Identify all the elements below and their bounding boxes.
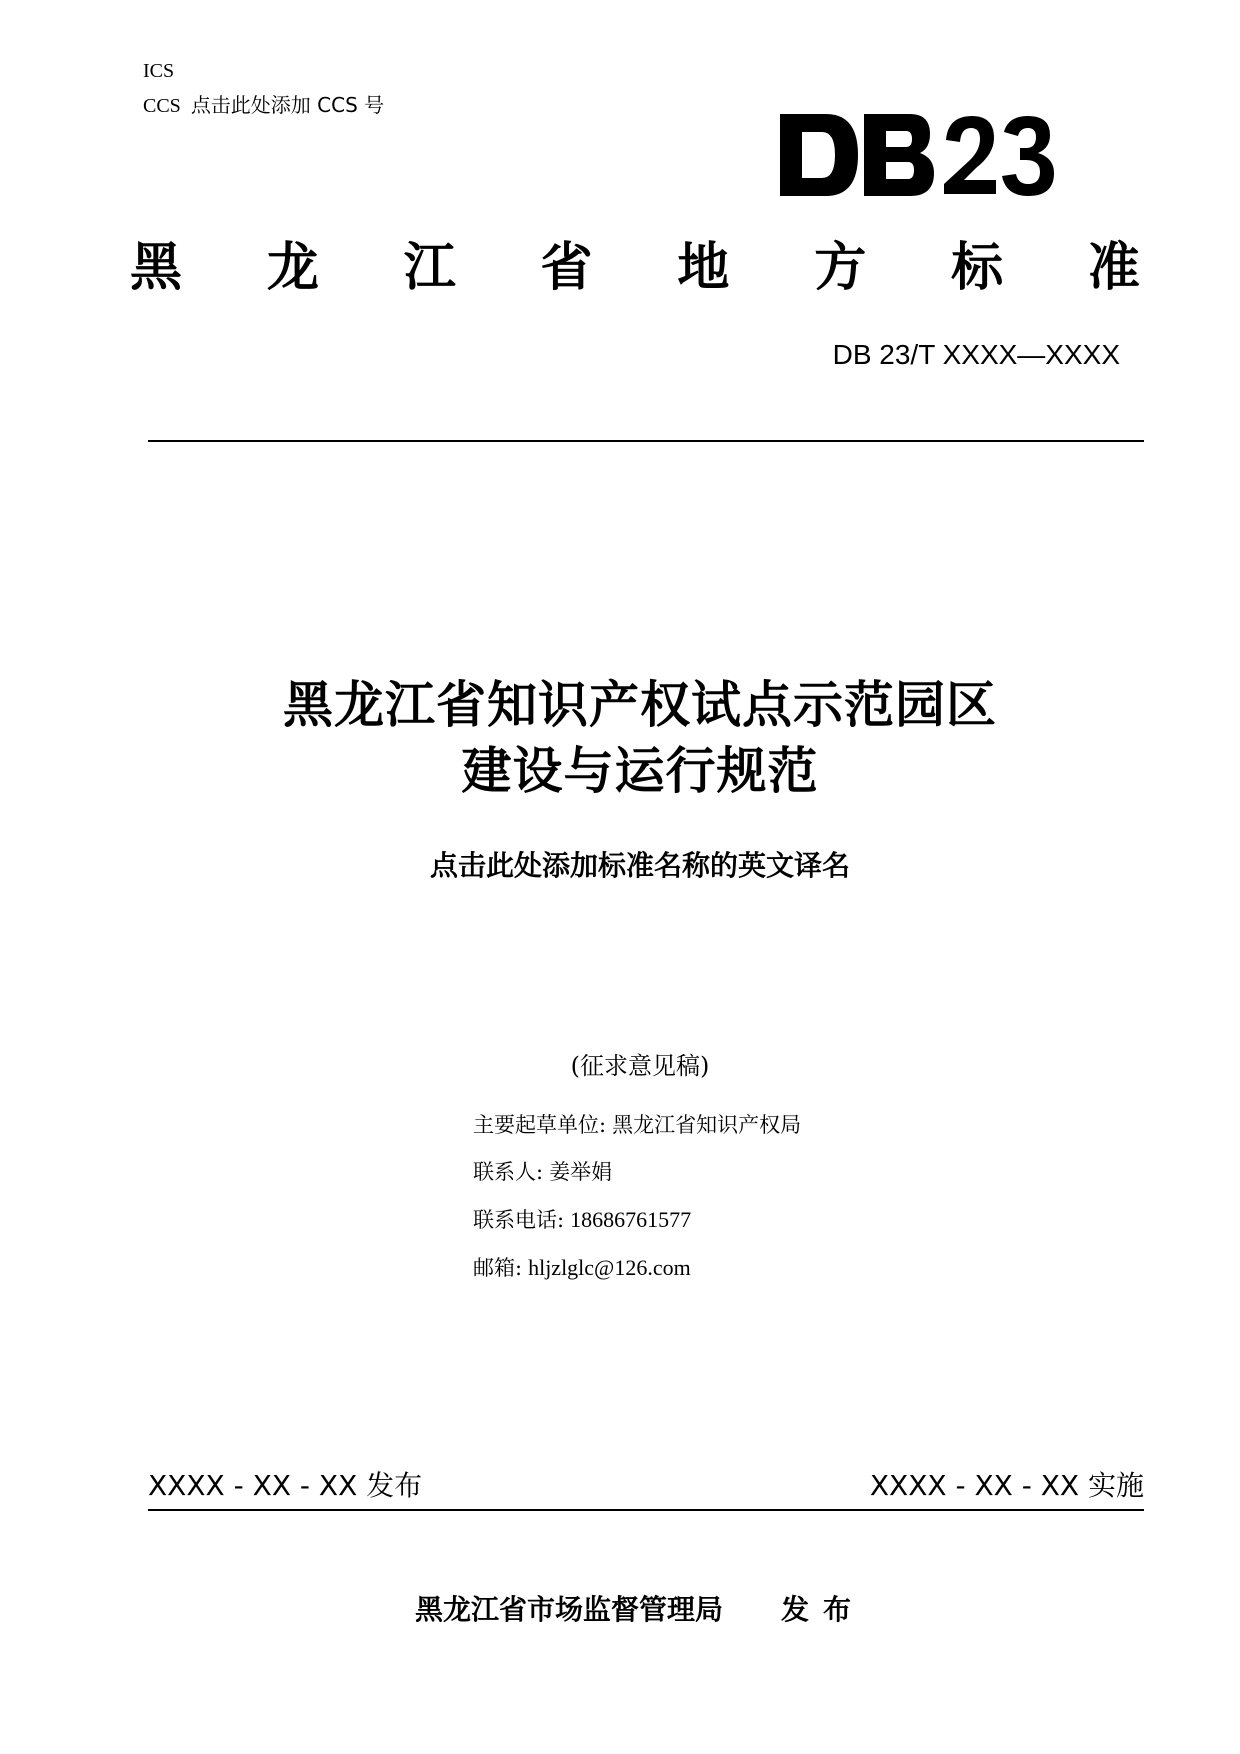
english-title-placeholder[interactable]: 点击此处添加标准名称的英文译名 [429, 849, 850, 882]
issue-date: XXXX - XX - XX 发布 [148, 1469, 423, 1502]
contact-person-label: 联系人: [473, 1160, 544, 1184]
contact-person-value: 姜举娟 [549, 1160, 613, 1184]
title-line-2: 建设与运行规范 [461, 742, 819, 800]
phone-value: 18686761577 [570, 1207, 692, 1232]
ics-label: ICS [143, 60, 175, 82]
document-title [140, 672, 1140, 804]
drafter-row [473, 1102, 801, 1149]
phone-label: 联系电话: [473, 1208, 565, 1232]
contact-person-row [473, 1149, 801, 1196]
email-value[interactable]: hljzlglc@126.com [528, 1255, 691, 1280]
banner-char: 江 [403, 238, 456, 298]
standard-number: DB 23/T XXXX—XXXX [832, 339, 1120, 370]
ccs-line [143, 92, 384, 119]
title-line-1: 黑龙江省知识产权试点示范园区 [283, 676, 997, 734]
drafter-label: 主要起草单位: [473, 1113, 607, 1137]
banner-char: 方 [814, 238, 867, 298]
footer-divider [148, 1509, 1144, 1511]
email-label: 邮箱: [473, 1256, 523, 1280]
standard-type-banner [130, 236, 1140, 300]
publish-action: 发布 [781, 1593, 866, 1626]
drafter-value: 黑龙江省知识产权局 [612, 1113, 802, 1137]
header-divider [148, 440, 1144, 442]
db23-logo [780, 110, 1060, 200]
phone-row [473, 1196, 801, 1244]
draft-status: (征求意见稿) [570, 1052, 710, 1080]
implementation-date: XXXX - XX - XX 实施 [869, 1469, 1144, 1502]
contact-info [473, 1102, 801, 1292]
publisher-line [140, 1592, 1140, 1628]
ccs-label: CCS [143, 95, 181, 117]
banner-char: 黑 [130, 238, 183, 298]
banner-char: 地 [677, 238, 730, 298]
dates-row [148, 1468, 1144, 1504]
banner-char: 标 [951, 238, 1004, 298]
banner-char: 省 [540, 238, 593, 298]
ccs-placeholder[interactable]: 点击此处添加 CCS 号 [190, 93, 385, 117]
email-row [473, 1244, 801, 1292]
publisher-name: 黑龙江省市场监督管理局 [414, 1593, 723, 1626]
banner-char: 龙 [266, 238, 319, 298]
banner-char: 准 [1087, 238, 1140, 298]
